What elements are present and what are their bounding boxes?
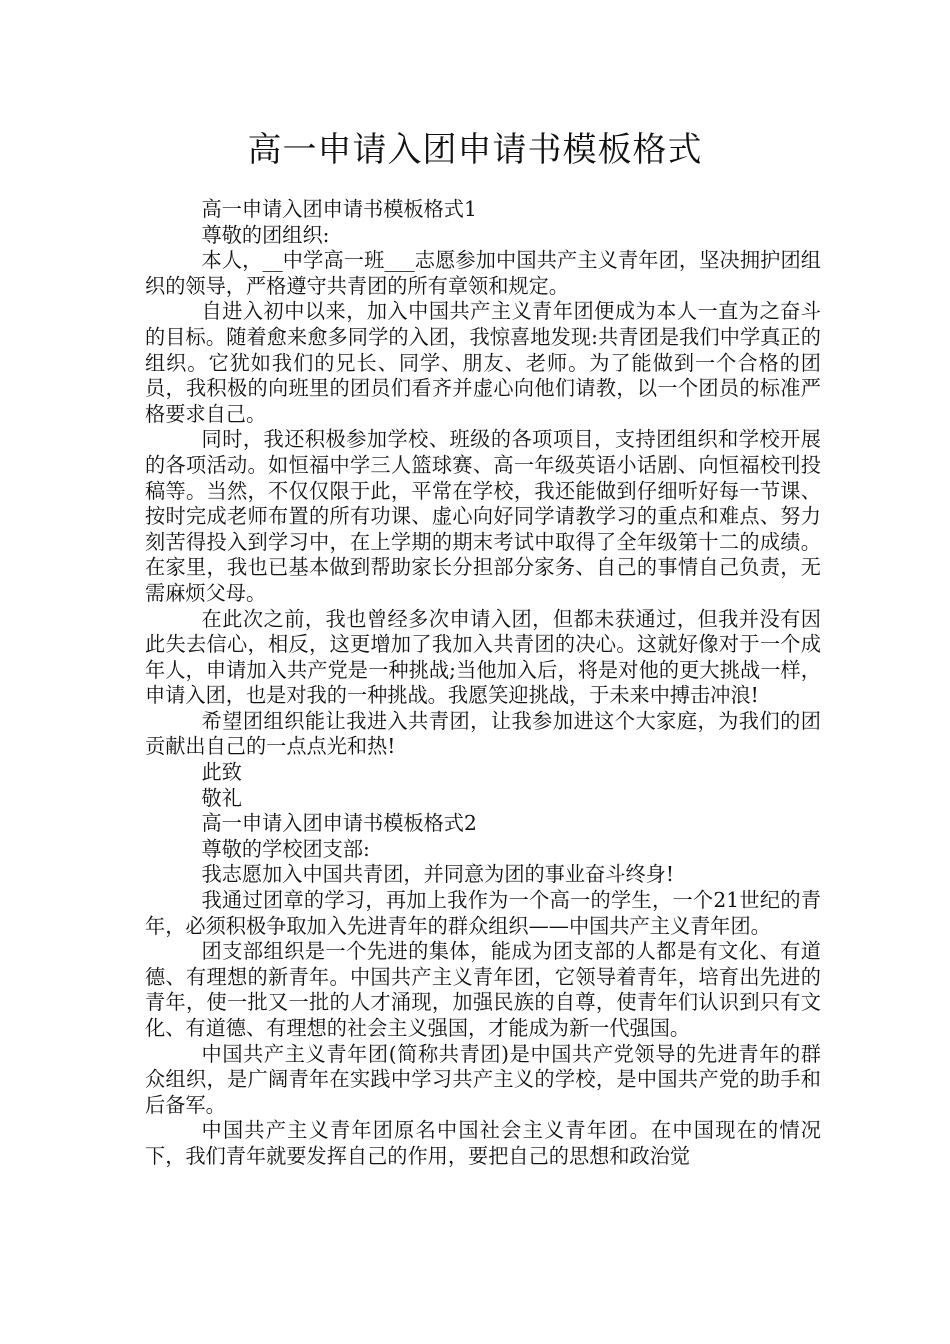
closing-line: 敬礼 bbox=[201, 785, 242, 810]
paragraph: 希望团组织能让我进入共青团，让我参加进这个大家庭，为我们的团贡献出自己的一点点光和热! bbox=[145, 708, 821, 759]
paragraph: 团支部组织是一个先进的集体，能成为团支部的人都是有文化、有道德、有理想的新青年。中国共产主义青年团，它领导着青年，培育出先进的青年，使一批又一批的人才涌现，加强民族的自尊，使青年们认识到只有文化、有道德、有理想的社会主义强国，才能成为新一代强国。 bbox=[145, 939, 821, 1040]
salutation: 尊敬的学校团支部: bbox=[201, 836, 370, 861]
closing-line: 此致 bbox=[201, 760, 242, 785]
section-heading-2: 高一申请入团申请书模板格式2 bbox=[201, 811, 477, 836]
document-body bbox=[145, 197, 821, 1170]
paragraph: 我通过团章的学习，再加上我作为一个高一的学生，一个21世纪的青年，必须积极争取加入先进青年的群众组织——中国共产主义青年团。 bbox=[145, 888, 821, 938]
paragraph: 自进入初中以来，加入中国共产主义青年团便成为本人一直为之奋斗的目标。随着愈来愈多同学的入团，我惊喜地发现:共青团是我们中学真正的组织。它犹如我们的兄长、同学、朋友、老师。为了能做到一个合格的团员，我积极的向班里的团员们看齐并虚心向他们请教，以一个团员的标准严格要求自己。 bbox=[145, 299, 821, 426]
paragraph: 同时，我还积极参加学校、班级的各项项目，支持团组织和学校开展的各项活动。如恒福中学三人篮球赛、高一年级英语小话剧、向恒福校刊投稿等。当然，不仅仅限于此，平常在学校，我还能做到仔细听好每一节课、按时完成老师布置的所有功课、虚心向好同学请教学习的重点和难点、努力刻苦得投入到学习中，在上学期的期末考试中取得了全年级第十二的成绩。在家里，我也已基本做到帮助家长分担部分家务、自己的事情自己负责，无需麻烦父母。 bbox=[145, 427, 821, 605]
paragraph: 中国共产主义青年团(简称共青团)是中国共产党领导的先进青年的群众组织，是广阔青年在实践中学习共产主义的学校，是中国共产党的助手和后备军。 bbox=[145, 1041, 821, 1117]
section-heading-1: 高一申请入团申请书模板格式1 bbox=[201, 197, 477, 221]
paragraph: 中国共产主义青年团原名中国社会主义青年团。在中国现在的情况下，我们青年就要发挥自己的作用，要把自己的思想和政治觉 bbox=[145, 1118, 821, 1168]
paragraph: 我志愿加入中国共青团，并同意为团的事业奋斗终身! bbox=[201, 862, 674, 887]
salutation: 尊敬的团组织: bbox=[201, 222, 330, 247]
document-title: 高一申请入团申请书模板格式 bbox=[247, 130, 703, 170]
paragraph: 在此次之前，我也曾经多次申请入团，但都未获通过，但我并没有因此失去信心，相反，这更增加了我加入共青团的决心。这就好像对于一个成年人，申请加入共产党是一种挑战;当他加入后，将是对他的更大挑战一样，申请入团，也是对我的一种挑战。我愿笑迎挑战，于未来中搏击冲浪! bbox=[145, 606, 821, 708]
paragraph: 本人，__中学高一班___志愿参加中国共产主义青年团，坚决拥护团组织的领导，严格遵守共青团的所有章领和规定。 bbox=[145, 248, 821, 298]
